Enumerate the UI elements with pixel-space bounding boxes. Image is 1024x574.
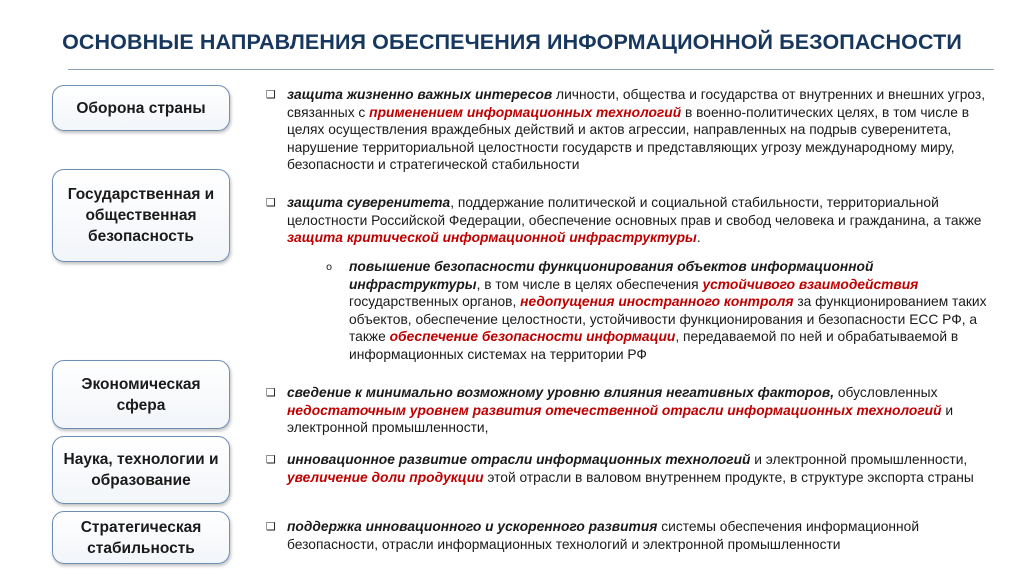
bullet-text — [287, 451, 1006, 486]
body-text: , поддержание политической и социальной стабильности, территориальной целостности Российской Федерации, обеспечение основных прав и свобод человека и гражданина, а также — [287, 195, 982, 228]
checkbox-bullet-icon: ❑ — [266, 520, 276, 533]
category-economy: Экономическая сфера — [52, 360, 230, 429]
highlight-text: увеличение доли продукции — [287, 469, 484, 485]
emphasis-text: защита суверенитета — [287, 195, 451, 210]
highlight-text: защита критической информационной инфраструктуры — [287, 230, 697, 245]
sub-item-infrastructure — [326, 258, 1006, 363]
body-text: и электронной промышленности, — [750, 452, 968, 467]
category-defense: Оборона страны — [52, 85, 230, 131]
checkbox-bullet-icon: ❑ — [266, 196, 276, 209]
bullet-text — [287, 86, 1006, 174]
body-text: , передаваемой по ней и обрабатываемой в информационных системах на территории РФ — [349, 329, 959, 362]
bullet-text — [349, 258, 1006, 363]
highlight-text: устойчивого взаимодействия — [702, 276, 919, 292]
category-state-security: Государственная и общественная безопасность — [52, 169, 230, 262]
category-strategic-stability: Стратегическая стабильность — [52, 511, 230, 564]
bullet-item-strategic — [266, 518, 1006, 553]
emphasis-text: поддержка инновационного и ускоренного развития — [287, 519, 658, 534]
category-science: Наука, технологии и образование — [52, 436, 230, 504]
highlight-text: недопущения иностранного контроля — [520, 294, 794, 309]
bullet-text — [287, 194, 1006, 247]
body-text: этой отрасли в валовом внутреннем продукте, в структуре экспорта страны — [483, 469, 974, 485]
highlight-text: недостаточным уровнем развития отечественной отрасли информационных технологий — [287, 402, 942, 418]
bullet-item-defense — [266, 86, 1006, 174]
emphasis-text: сведение к минимально возможному уровню влияния негативных факторов, — [287, 385, 835, 400]
body-text: и электронной промышленности, — [287, 402, 954, 435]
bullet-item-economy — [266, 384, 1006, 437]
body-text: системы обеспечения информационной безопасности, отрасли информационных технологий и электронной промышленности — [287, 519, 920, 552]
emphasis-text: защита жизненно важных интересов — [287, 87, 553, 102]
bullet-text — [287, 384, 1006, 437]
bullet-text — [287, 518, 1006, 553]
bullet-item-sovereignty — [266, 194, 1006, 247]
body-text: обусловленных — [834, 385, 938, 400]
body-text: государственных органов, — [349, 294, 521, 309]
checkbox-bullet-icon: ❑ — [266, 88, 276, 101]
checkbox-bullet-icon: ❑ — [266, 386, 276, 399]
page-title: ОСНОВНЫЕ НАПРАВЛЕНИЯ ОБЕСПЕЧЕНИЯ ИНФОРМАЦИОННОЙ БЕЗОПАСНОСТИ — [62, 30, 962, 54]
body-text: , в том числе в целях обеспечения — [476, 276, 703, 292]
body-text: . — [696, 230, 701, 245]
body-text: личности, общества и государства от внутренних и внешних угроз, связанных с — [287, 87, 986, 120]
emphasis-text: инновационное развитие отрасли информационных технологий — [287, 452, 751, 467]
title-divider — [68, 69, 994, 70]
circle-bullet-icon: o — [326, 262, 333, 273]
bullet-item-science — [266, 451, 1006, 486]
body-text: за функционированием таких объектов, обеспечение целостности, устойчивости функционирования и безопасности ЕСС РФ, а также — [349, 294, 987, 344]
emphasis-text: повышение безопасности функционирования объектов информационной инфраструктуры — [349, 259, 874, 292]
checkbox-bullet-icon: ❑ — [266, 453, 276, 466]
body-text: в военно-политических целях, в том числе в целях осуществления враждебных действий и актов агрессии, направленных на подрыв суверенитета, нарушение территориальной целостности государств и представляющих угрозу международному миру, безопасности и стратегической стабильности — [287, 104, 970, 172]
highlight-text: обеспечение безопасности информации — [389, 329, 676, 344]
highlight-text: применением информационных технологий — [369, 104, 682, 120]
